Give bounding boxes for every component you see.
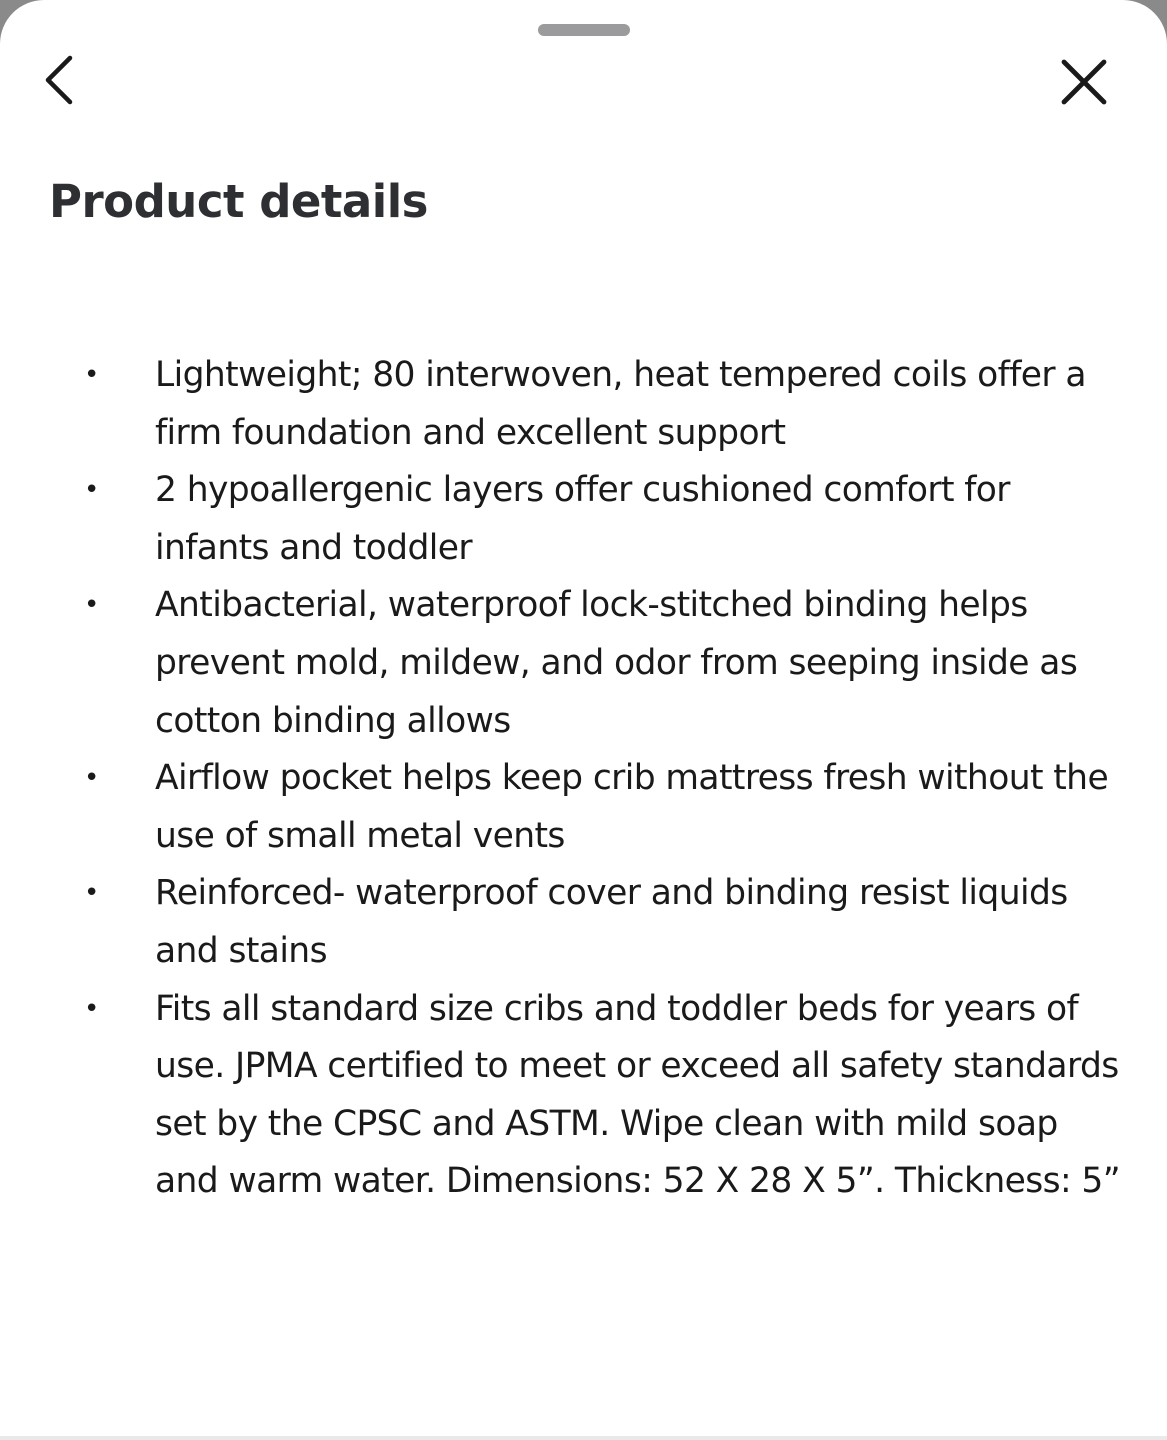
list-item xyxy=(0,865,1167,980)
list-item xyxy=(0,750,1167,865)
detail-text: 2 hypoallergenic layers offer cushioned comfort for infants and toddler xyxy=(155,470,1010,568)
list-item xyxy=(0,577,1167,750)
sheet-grab-handle[interactable] xyxy=(538,24,630,36)
bullet-icon: • xyxy=(84,360,99,390)
close-icon xyxy=(1052,50,1116,114)
chevron-left-icon xyxy=(28,48,92,112)
product-details-list xyxy=(0,347,1167,1211)
close-button[interactable] xyxy=(1052,50,1116,114)
detail-text: Airflow pocket helps keep crib mattress fresh without the use of small metal vents xyxy=(155,758,1109,856)
bullet-icon: • xyxy=(84,590,99,621)
bullet-icon: • xyxy=(84,763,99,794)
page-title: Product details xyxy=(49,175,428,228)
list-item xyxy=(0,347,1167,462)
detail-text: Fits all standard size cribs and toddler beds for years of use. JPMA certified to meet or exceed all safety standards set by the CPSC and ASTM. Wipe clean with mild soap and warm water. Dimensions: 52 X 28 X 5”. Thickness: 5” xyxy=(155,988,1121,1202)
list-item xyxy=(0,462,1167,577)
back-button[interactable] xyxy=(28,48,92,112)
bullet-icon: • xyxy=(84,993,99,1024)
detail-text: Antibacterial, waterproof lock-stitched binding helps prevent mold, mildew, and odor from seeping inside as cotton binding allows xyxy=(155,585,1078,741)
detail-text: Lightweight; 80 interwoven, heat tempered coils offer a firm foundation and excellent support xyxy=(155,355,1086,453)
list-item xyxy=(0,981,1167,1211)
detail-text: Reinforced- waterproof cover and binding resist liquids and stains xyxy=(155,873,1068,971)
bottom-divider xyxy=(0,1436,1167,1440)
bullet-icon: • xyxy=(84,475,99,506)
bullet-icon: • xyxy=(84,878,99,909)
